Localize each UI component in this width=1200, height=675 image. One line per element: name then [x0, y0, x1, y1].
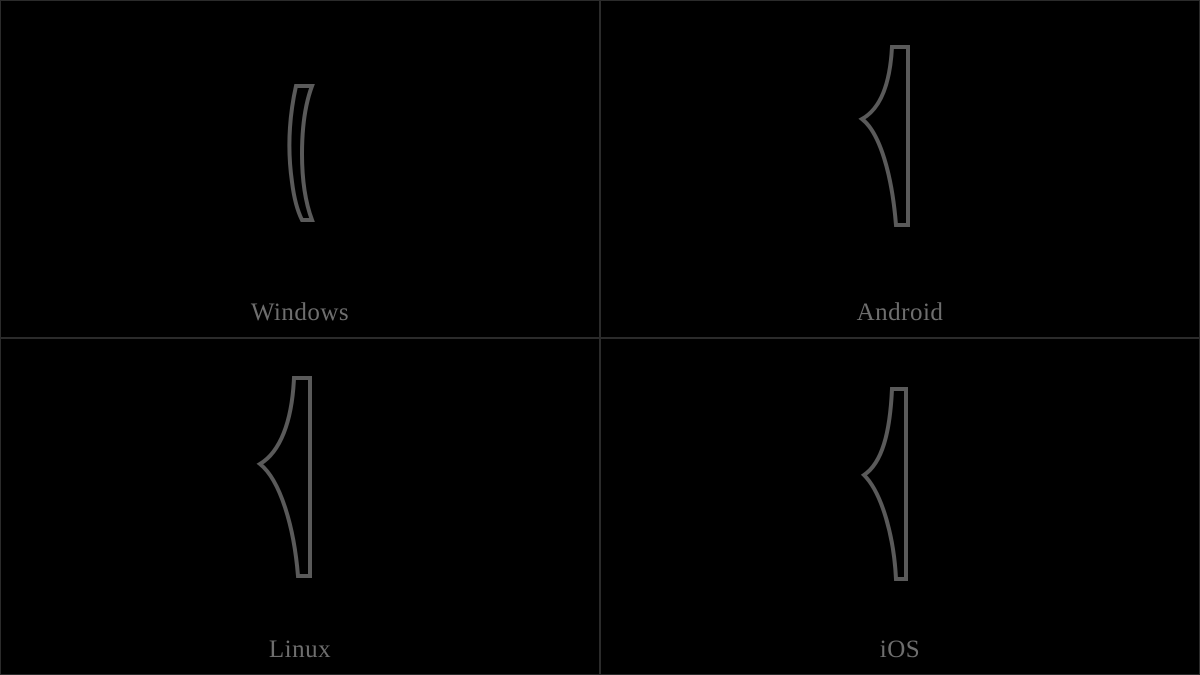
glyph-cell-android [600, 0, 1200, 338]
left-parenthesis-outline-windows [1, 1, 599, 337]
glyph-cell-ios [600, 338, 1200, 675]
cell-caption: iOS [879, 636, 921, 663]
glyph-cell-windows [0, 0, 600, 338]
left-parenthesis-outline-ios [601, 339, 1199, 675]
cell-caption: Android [856, 298, 944, 326]
cell-caption: Linux [268, 636, 332, 663]
left-parenthesis-outline-android [601, 1, 1199, 337]
cell-caption: Windows [250, 298, 350, 326]
glyph-cell-linux [0, 338, 600, 675]
left-parenthesis-outline-linux [1, 339, 599, 675]
